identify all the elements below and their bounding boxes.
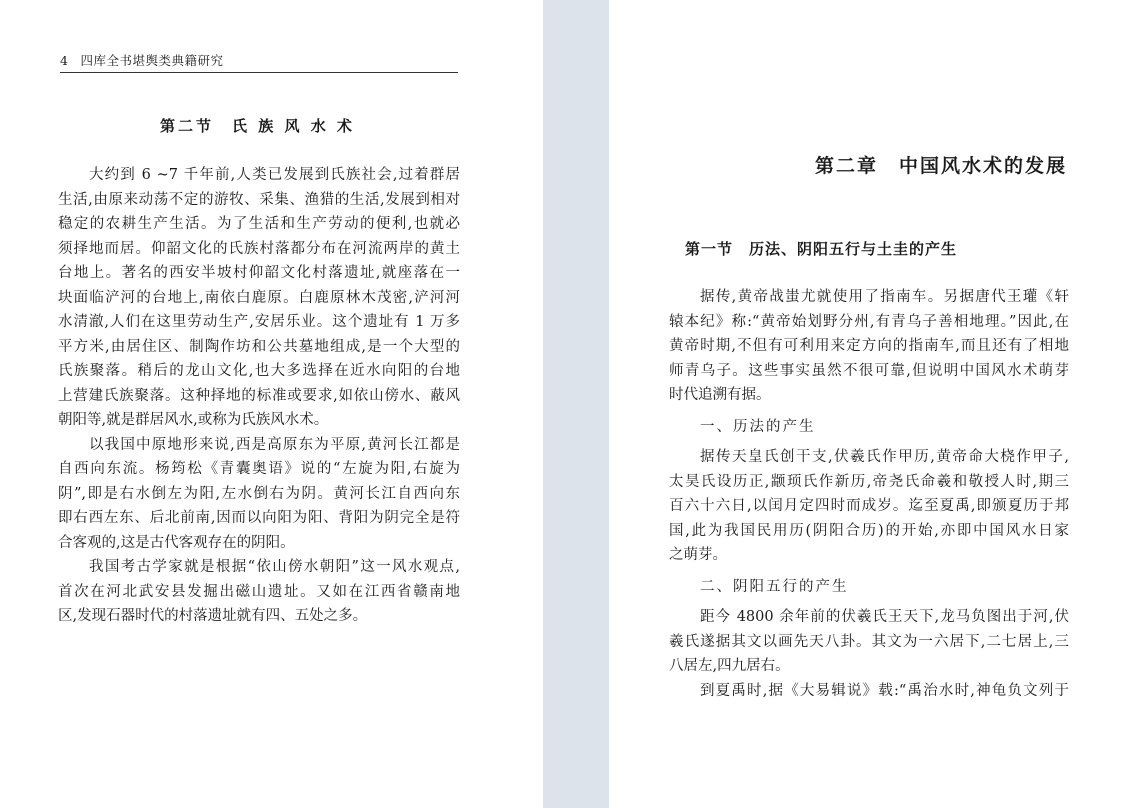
text-line: 即右西左东、后北前南,因而以向阳为阳、背阳为阴完全是符 (58, 510, 460, 526)
text-line: 首次在河北武安县发掘出磁山遗址。又如在江西省赣南地 (58, 583, 460, 600)
text-line: 朝阳等,就是群居风水,或称为氏族风水术。 (58, 412, 329, 428)
paragraph (669, 445, 1069, 568)
text-line: 我国考古学家就是根据“依山傍水朝阳”这一风水观点, (89, 559, 460, 575)
text-line: 上营建氏族聚落。这种择地的标准或要求,如依山傍水、蔽风 (58, 387, 460, 404)
text-line: 百六十六日,以闰月定四时而成岁。迄至夏禹,即颁夏历于邦 (669, 498, 1069, 514)
text-line: 平方米,由居住区、制陶作坊和公共墓地组成,是一个大型的 (58, 338, 460, 355)
right-body-text (669, 285, 1069, 703)
paragraph (669, 605, 1069, 679)
text-line: 到夏禹时,据《大易辑说》载:“禹治水时,神龟负文列于 (700, 682, 1069, 699)
text-line: 须择地而居。仰韶文化的氏族村落都分布在河流两岸的黄土 (58, 240, 460, 257)
text-line: 阴”,即是右水倒左为阳,左水倒右为阴。黄河长江自西向东 (58, 485, 460, 502)
text-line: 自西向东流。杨筠松《青囊奥语》说的“左旋为阳,右旋为 (58, 461, 460, 477)
text-line: 距今 4800 余年前的伏羲氏王天下,龙马负图出于河,伏 (700, 609, 1069, 625)
text-line: 据传,黄帝战蚩尤就使用了指南车。另据唐代王瓘《轩 (700, 289, 1069, 305)
text-line: 块面临浐河的台地上,南依白鹿原。白鹿原林木茂密,浐河河 (58, 289, 460, 306)
page-number: 4 (60, 53, 69, 68)
chapter-title: 第二章 中国风水术的发展 (814, 155, 1067, 177)
text-line: 辕本纪》称:“黄帝始划野分州,有青乌子善相地理。”因此,在 (669, 313, 1069, 330)
text-line: 太昊氏设历正,颛顼氏作新历,帝尧氏命羲和敬授人时,期三 (669, 473, 1069, 490)
text-line: 之萌芽。 (669, 547, 727, 563)
text-line: 氏族聚落。稍后的龙山文化,也大多选择在近水向阳的台地 (58, 363, 460, 379)
text-line: 八居左,四九居右。 (669, 658, 790, 674)
text-line: 羲氏遂据其文以画先天八卦。其文为一六居下,二七居上,三 (669, 633, 1069, 650)
text-line: 水清澈,人们在这里劳动生产,安居乐业。这个遗址有 1 万多 (58, 314, 460, 330)
subsection-heading: 一、历法的产生 (700, 418, 816, 435)
paragraph (58, 163, 460, 433)
text-line: 稳定的农耕生产生活。为了生活和生产劳动的便利,也就必 (58, 216, 460, 232)
text-line: 据传天皇氏创干支,伏羲氏作甲历,黄帝命大桡作甲子, (700, 449, 1069, 465)
left-page (0, 0, 543, 808)
left-body-text (58, 163, 460, 629)
section-title: 第二节 氏 族 风 水 术 (160, 117, 355, 135)
book-title: 四库全书堪舆类典籍研究 (80, 53, 224, 68)
text-line: 以我国中原地形来说,西是高原东为平原,黄河长江都是 (89, 436, 460, 453)
text-line: 师青乌子。这些事实虽然不很可靠,但说明中国风水术萌芽 (669, 362, 1069, 379)
text-line: 国,此为我国民用历(阴阳合历)的开始,亦即中国风水日家 (669, 522, 1069, 539)
section-title: 第一节 历法、阴阳五行与土圭的产生 (685, 240, 958, 258)
right-page (609, 0, 1146, 808)
paragraph (669, 679, 1069, 704)
text-line: 合客观的,这是古代客观存在的阴阳。 (58, 534, 295, 551)
text-line: 黄帝时期,不但有可利用来定方向的指南车,而且还有了相地 (669, 338, 1069, 354)
text-line: 区,发现石器时代的村落遗址就有四、五处之多。 (58, 608, 368, 624)
page-gutter (543, 0, 609, 808)
header-rule (60, 72, 458, 73)
paragraph (669, 285, 1069, 408)
running-head (60, 51, 458, 69)
text-line: 台地上。著名的西安半坡村仰韶文化村落遗址,就座落在一 (58, 265, 460, 281)
subsection-heading: 二、阴阳五行的产生 (700, 578, 849, 595)
text-line: 大约到 6 ~7 千年前,人类已发展到氏族社会,过着群居 (89, 167, 460, 183)
text-line: 时代追溯有据。 (669, 387, 771, 403)
paragraph (58, 433, 460, 556)
text-line: 生活,由原来动荡不定的游牧、采集、渔猎的生活,发展到相对 (58, 191, 460, 208)
paragraph (58, 555, 460, 629)
